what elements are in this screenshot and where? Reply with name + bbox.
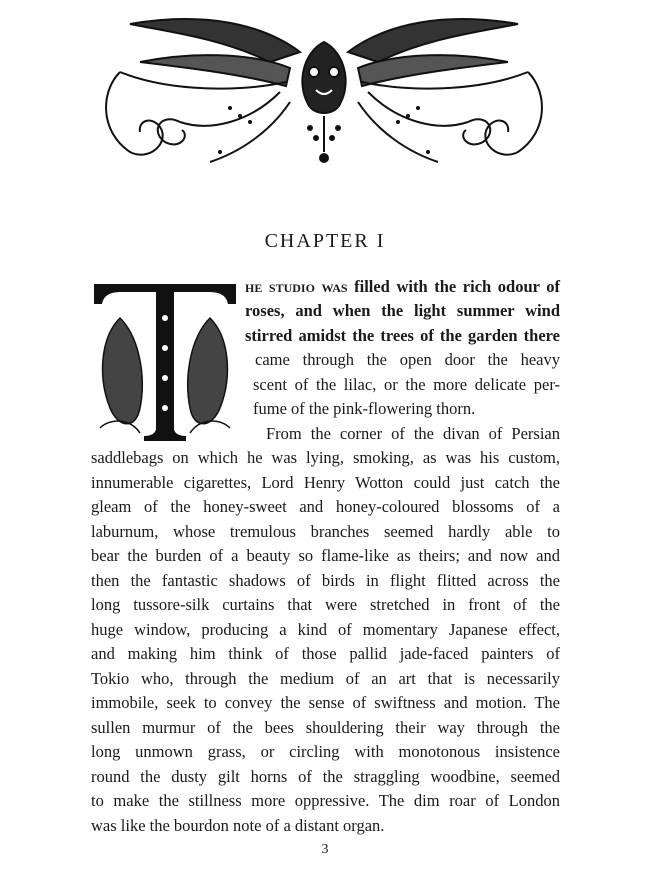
- para2-line: immobile, seek to convey the sense of swiftness and motion. The: [91, 693, 560, 712]
- para2-line: laburnum, whose tremulous branches seemed hardly able to: [91, 522, 560, 541]
- para2-line: saddlebags on which he was lying, smoking, as was his custom,: [91, 448, 560, 467]
- para1-line1-rest: filled with the rich odour of: [347, 277, 560, 296]
- para2-line: long unmown grass, or circling with monotonous insistence: [91, 742, 560, 761]
- para1-line4: came through the open door the heavy: [255, 350, 560, 369]
- dropcap-letter-icon: [90, 278, 240, 441]
- para2-line: round the dusty gilt horns of the straggling woodbine, seemed: [91, 767, 560, 786]
- para2-line: huge window, producing a kind of momentary Japanese effect,: [91, 620, 560, 639]
- para2-line: to make the stillness more oppressive. The dim roar of London: [91, 791, 560, 810]
- para2-line: Tokio who, through the medium of an art that is necessarily: [91, 669, 560, 688]
- para2-line: sullen murmur of the bees shouldering their way through the: [91, 718, 560, 737]
- para2-line: long tussore-silk curtains that were stretched in front of the: [91, 595, 560, 614]
- para1-line3: stirred amidst the trees of the garden there: [245, 326, 560, 345]
- page-number: 3: [321, 842, 329, 857]
- para2-line: bear the burden of a beauty so flame-like as theirs; and now and: [91, 546, 560, 565]
- para1-line5: scent of the lilac, or the more delicate per-: [253, 375, 560, 394]
- para1-line2: roses, and when the light summer wind: [245, 301, 560, 320]
- ornamental-headpiece-icon: [90, 12, 558, 172]
- para1-line1: [245, 279, 560, 296]
- para1-smallcaps: he studio was: [245, 277, 348, 296]
- para1-line6: fume of the pink-flowering thorn.: [253, 399, 476, 418]
- para2-line: and making him think of those pallid jade-faced painters of: [91, 644, 560, 663]
- para2-line: From the corner of the divan of Persian: [266, 424, 560, 443]
- para2-line: was like the bourdon note of a distant organ.: [91, 816, 385, 835]
- para2-line: gleam of the honey-sweet and honey-coloured blossoms of a: [91, 497, 560, 516]
- chapter-title: CHAPTER I: [264, 230, 386, 252]
- para2-line: then the fantastic shadows of birds in flight flitted across the: [91, 571, 560, 590]
- para2-line: innumerable cigarettes, Lord Henry Wotton could just catch the: [91, 473, 560, 492]
